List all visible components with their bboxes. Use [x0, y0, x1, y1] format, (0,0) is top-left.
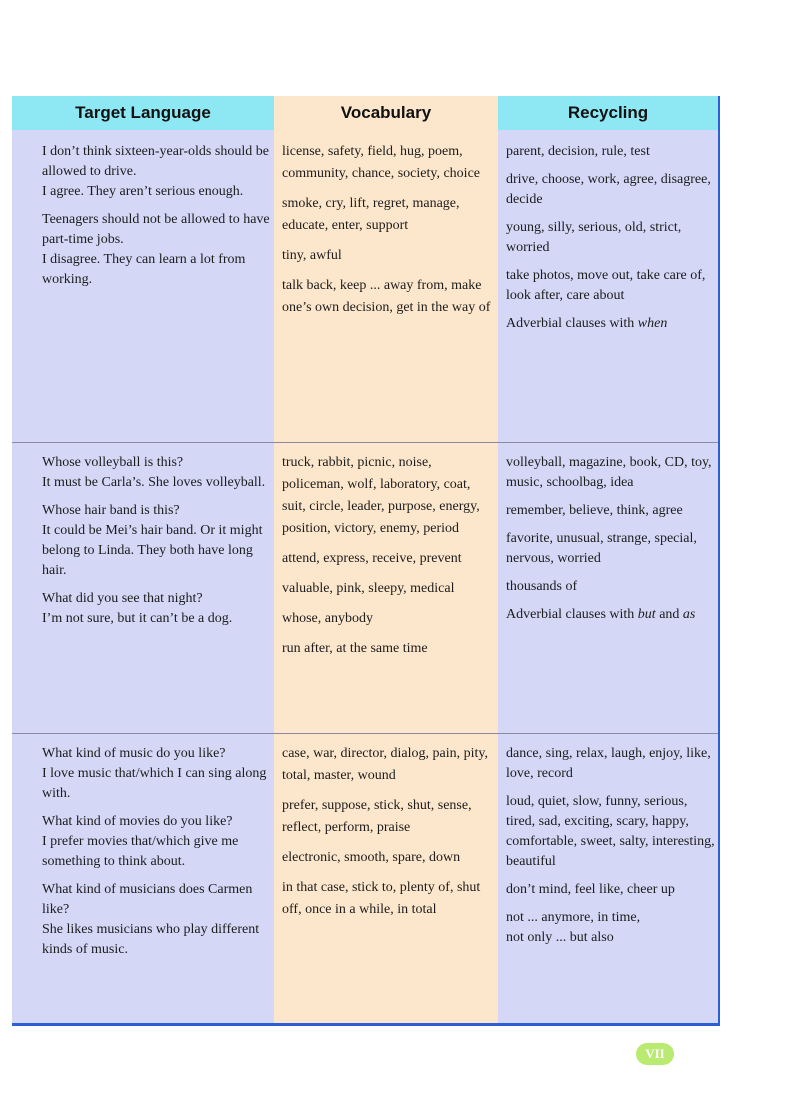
dialog-line: What kind of movies do you like? — [42, 814, 233, 829]
vocab-group: valuable, pink, sleepy, medical — [282, 581, 455, 596]
vocab-group: case, war, director, dialog, pain, pity, total, master, wound — [282, 746, 488, 783]
recycling-group: favorite, unusual, strange, special, nervous, worried — [506, 531, 697, 566]
dialog-line: What kind of musicians does Carmen like? — [42, 882, 253, 917]
recycling-group: parent, decision, rule, test — [506, 144, 650, 159]
vocab-group: whose, anybody — [282, 611, 373, 626]
dialog-line: I love music that/which I can sing along with. — [42, 766, 267, 801]
row1-target-language — [42, 142, 270, 298]
header-target-language: Target Language — [12, 96, 274, 130]
dialog-pair — [42, 210, 270, 290]
header-recycling: Recycling — [498, 96, 718, 130]
recycling-group: young, silly, serious, old, strict, worried — [506, 220, 682, 255]
vocab-group: prefer, suppose, stick, shut, sense, reflect, perform, praise — [282, 798, 472, 835]
recycling-group: take photos, move out, take care of, look after, care about — [506, 268, 706, 303]
vocab-group: truck, rabbit, picnic, noise, policeman, wolf, laboratory, coat, suit, circle, leader, purpose, energy, position, victory, enemy, period — [282, 455, 480, 536]
recycling-grammar: Adverbial clauses with when — [506, 316, 668, 331]
dialog-pair — [42, 880, 270, 960]
vocab-group: run after, at the same time — [282, 641, 428, 656]
header-vocabulary: Vocabulary — [274, 96, 498, 130]
recycling-group: drive, choose, work, agree, disagree, decide — [506, 172, 711, 207]
dialog-line: Whose hair band is this? — [42, 503, 180, 518]
vocab-group: license, safety, field, hug, poem, community, chance, society, choice — [282, 144, 480, 181]
vocab-group: attend, express, receive, prevent — [282, 551, 462, 566]
recycling-group: loud, quiet, slow, funny, serious, tired, sad, exciting, scary, happy, comfortable, sweet, salty, interesting, beautiful — [506, 794, 715, 869]
row-divider — [12, 733, 718, 734]
vocab-group: talk back, keep ... away from, make one’s own decision, get in the way of — [282, 278, 491, 315]
row-divider — [12, 442, 718, 443]
dialog-line: She likes musicians who play different kinds of music. — [42, 922, 260, 957]
recycling-group: thousands of — [506, 579, 578, 594]
dialog-pair — [42, 142, 270, 202]
row3-target-language — [42, 744, 270, 968]
row3-recycling — [506, 744, 718, 956]
dialog-line: I’m not sure, but it can’t be a dog. — [42, 611, 233, 626]
dialog-pair — [42, 812, 270, 872]
recycling-group: remember, believe, think, agree — [506, 503, 683, 518]
dialog-line: I disagree. They can learn a lot from working. — [42, 252, 246, 287]
vocab-group: in that case, stick to, plenty of, shut off, once in a while, in total — [282, 880, 481, 917]
dialog-line: Whose volleyball is this? — [42, 455, 184, 470]
row2-vocabulary — [282, 452, 494, 668]
dialog-line: I don’t think sixteen-year-olds should be allowed to drive. — [42, 144, 269, 179]
dialog-line: Teenagers should not be allowed to have part-time jobs. — [42, 212, 270, 247]
recycling-group: not only ... but also — [506, 930, 614, 945]
vocab-group: smoke, cry, lift, regret, manage, educate, enter, support — [282, 196, 460, 233]
row2-recycling — [506, 453, 718, 633]
dialog-line: What did you see that night? — [42, 591, 203, 606]
recycling-group: not ... anymore, in time, — [506, 910, 641, 925]
row1-vocabulary — [282, 141, 494, 327]
row1-recycling — [506, 142, 718, 342]
vocab-group: electronic, smooth, spare, down — [282, 850, 461, 865]
dialog-pair — [42, 453, 270, 493]
unit-overview-table — [12, 96, 720, 1026]
recycling-group: volleyball, magazine, book, CD, toy, music, schoolbag, idea — [506, 455, 712, 490]
vocab-group: tiny, awful — [282, 248, 342, 263]
dialog-line: I agree. They aren’t serious enough. — [42, 184, 244, 199]
recycling-grammar: Adverbial clauses with but and as — [506, 607, 696, 622]
dialog-line: I prefer movies that/which give me something to think about. — [42, 834, 239, 869]
dialog-pair — [42, 744, 270, 804]
recycling-group: don’t mind, feel like, cheer up — [506, 882, 675, 897]
recycling-group: dance, sing, relax, laugh, enjoy, like, love, record — [506, 746, 711, 781]
row2-target-language — [42, 453, 270, 637]
dialog-line: What kind of music do you like? — [42, 746, 226, 761]
page-number-badge: VII — [636, 1043, 674, 1065]
dialog-line: It must be Carla’s. She loves volleyball. — [42, 475, 266, 490]
dialog-pair — [42, 501, 270, 581]
table-header-row — [12, 96, 718, 130]
row3-vocabulary — [282, 743, 494, 929]
dialog-pair — [42, 589, 270, 629]
dialog-line: It could be Mei’s hair band. Or it might belong to Linda. They both have long hair. — [42, 523, 263, 578]
